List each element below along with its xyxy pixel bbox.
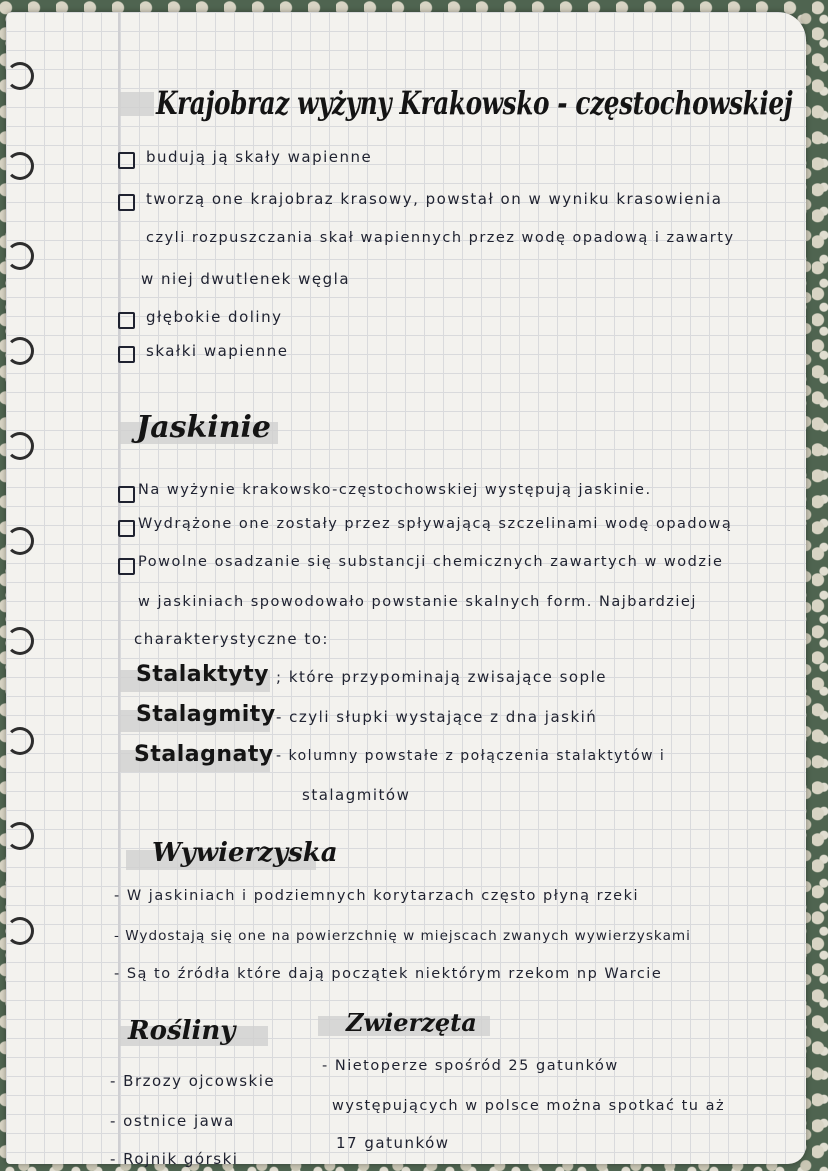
caves-line: Wydrążone one zostały przez spływającą szczelinami wodę opadową	[138, 516, 733, 532]
caves-line: w jaskiniach spowodowało powstanie skalnych form. Najbardziej	[138, 594, 697, 610]
section-heading-plants: Rośliny	[128, 1016, 236, 1046]
ring-icon	[6, 727, 34, 755]
intro-line: czyli rozpuszczania skał wapiennych przez wodę opadową i zawarty	[146, 230, 735, 246]
highlight-mark	[118, 92, 154, 116]
term-desc: - czyli słupki wystające z dna jaskiń	[276, 708, 598, 726]
margin-line	[118, 12, 120, 1164]
spiral-binding	[6, 52, 36, 1152]
animal-line: 17 gatunków	[336, 1134, 450, 1152]
checkbox-icon	[118, 520, 135, 537]
plant-item: - Rojnik górski	[110, 1150, 239, 1168]
section-heading-caves: Jaskinie	[136, 410, 271, 445]
term-stalagmity: Stalagmity	[136, 702, 276, 727]
intro-line: tworzą one krajobraz krasowy, powstał on w wyniku krasowienia	[146, 190, 723, 208]
checkbox-icon	[118, 558, 135, 575]
caves-line: Powolne osadzanie się substancji chemicznych zawartych w wodzie	[138, 554, 724, 570]
term-stalaktyty: Stalaktyty	[136, 662, 269, 687]
animal-line: występujących w polsce można spotkać tu aż	[332, 1098, 726, 1114]
springs-line: - Wydostają się one na powierzchnię w miejscach zwanych wywierzyskami	[114, 928, 691, 944]
page-title: Krajobraz wyżyny Krakowsko - częstochowskiej	[156, 84, 793, 122]
plant-item: - Brzozy ojcowskie	[110, 1072, 276, 1090]
checkbox-icon	[118, 194, 135, 211]
animal-line: - Nietoperze spośród 25 gatunków	[322, 1058, 619, 1074]
checkbox-icon	[118, 312, 135, 329]
term-desc: ; które przypominają zwisające sople	[276, 668, 607, 686]
intro-line: skałki wapienne	[146, 342, 289, 360]
term-desc: - kolumny powstałe z połączenia stalaktytów i	[276, 748, 666, 764]
ring-icon	[6, 527, 34, 555]
term-stalagnaty: Stalagnaty	[134, 742, 274, 767]
ring-icon	[6, 627, 34, 655]
checkbox-icon	[118, 346, 135, 363]
intro-line: w niej dwutlenek węgla	[141, 270, 351, 288]
intro-line: głębokie doliny	[146, 308, 283, 326]
ring-icon	[6, 337, 34, 365]
section-heading-springs: Wywierzyska	[152, 838, 338, 868]
ring-icon	[6, 432, 34, 460]
term-desc-cont: stalagmitów	[302, 786, 411, 804]
ring-icon	[6, 242, 34, 270]
intro-line: budują ją skały wapienne	[146, 148, 373, 166]
springs-line: - W jaskiniach i podziemnych korytarzach często płyną rzeki	[114, 888, 640, 904]
plant-item: - ostnice jawa	[110, 1112, 235, 1130]
ring-icon	[6, 152, 34, 180]
ring-icon	[6, 917, 34, 945]
caves-line: charakterystyczne to:	[134, 630, 329, 648]
ring-icon	[6, 822, 34, 850]
ring-icon	[6, 62, 34, 90]
checkbox-icon	[118, 152, 135, 169]
notebook-page	[6, 12, 806, 1168]
checkbox-icon	[118, 486, 135, 503]
section-heading-animals: Zwierzęta	[346, 1008, 477, 1037]
caves-line: Na wyżynie krakowsko-częstochowskiej występują jaskinie.	[138, 482, 652, 498]
springs-line: - Są to źródła które dają początek niektórym rzekom np Warcie	[114, 966, 663, 982]
